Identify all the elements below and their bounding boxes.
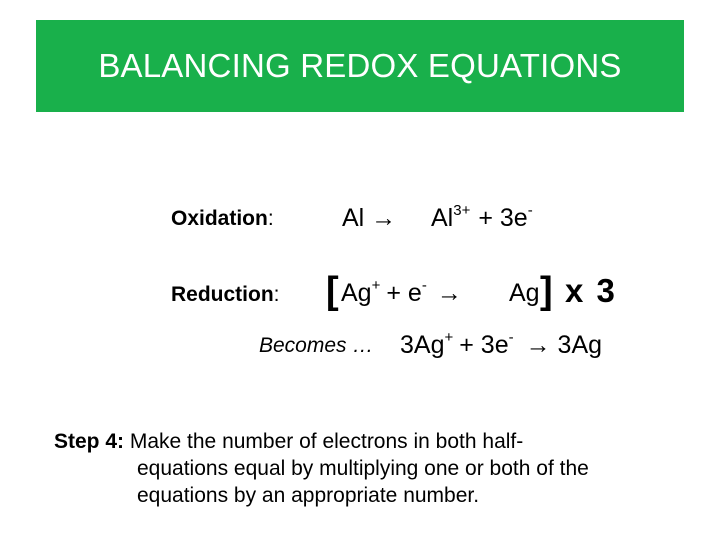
title-banner bbox=[36, 20, 684, 112]
reduction-reactant-charge: + bbox=[371, 277, 381, 294]
reduction-open-bracket: [ bbox=[326, 270, 339, 312]
step4-label: Step 4: bbox=[54, 430, 125, 453]
oxidation-product-charge: 3+ bbox=[453, 202, 471, 219]
oxidation-products bbox=[431, 204, 533, 233]
combined-electrons: + 3e bbox=[459, 331, 509, 359]
oxidation-electrons: + 3e bbox=[478, 204, 528, 232]
reduction-close-bracket: ] bbox=[540, 270, 553, 312]
oxidation-label: Oxidation: bbox=[171, 207, 274, 230]
step4-line3: equations by an appropriate number. bbox=[137, 484, 480, 507]
combined-equation bbox=[400, 331, 602, 360]
reduction-product: Ag bbox=[509, 279, 540, 307]
combined-product: → 3Ag bbox=[525, 331, 603, 359]
combined-reactant-charge: + bbox=[444, 329, 454, 346]
step4-block bbox=[54, 428, 589, 509]
oxidation-reactant: Al → bbox=[342, 204, 397, 232]
reduction-multiplier: x 3 bbox=[565, 272, 617, 309]
reduction-label: Reduction: bbox=[171, 283, 280, 306]
combined-electron-charge: - bbox=[508, 329, 514, 346]
reduction-arrow: → bbox=[436, 279, 462, 307]
reduction-reactant: Ag bbox=[341, 279, 372, 307]
step4-line1: Make the number of electrons in both half- bbox=[129, 430, 524, 453]
oxidation-product: Al bbox=[431, 204, 454, 232]
combined-reactant: 3Ag bbox=[400, 331, 445, 359]
reduction-electron-charge: - bbox=[421, 277, 427, 294]
slide-title: BALANCING REDOX EQUATIONS bbox=[98, 47, 622, 84]
becomes-label: Becomes … bbox=[259, 334, 374, 357]
step4-line2: equations equal by multiplying one or both of the bbox=[137, 457, 589, 480]
oxidation-electron-charge: - bbox=[527, 202, 533, 219]
reduction-electron: + e bbox=[386, 279, 422, 307]
reduction-reactants bbox=[341, 279, 462, 308]
